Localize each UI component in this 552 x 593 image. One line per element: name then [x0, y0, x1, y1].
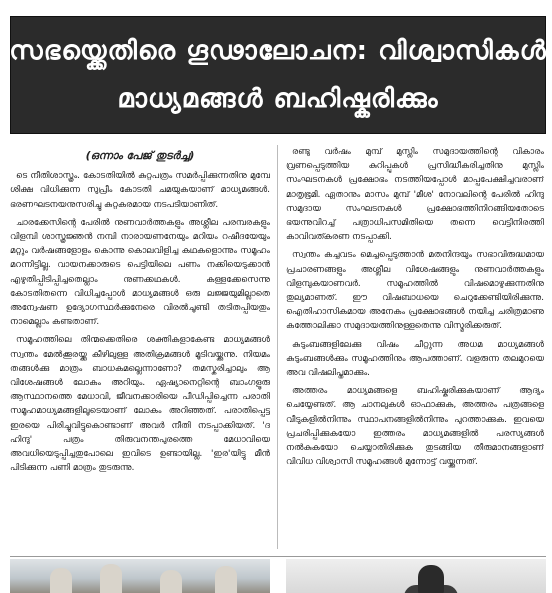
photo-figure: [100, 564, 122, 593]
article-column-right: [286, 145, 544, 549]
headline-banner: [10, 16, 546, 134]
column-divider: [277, 145, 278, 549]
paragraph: രണ്ടു വർഷം മുമ്പ് മുസ്ലിം സമുദായത്തിന്റെ വികാരം വ്രണപ്പെടുത്തിയ കുറിപ്പുകൾ പ്രസിദ്ധീകരിച്ചതിനു മുസ്ലിം സംഘടനകൾ പ്രക്ഷോഭം നടത്തിയപ്പോൾ മാപ്പപേക്ഷിച്ചവരാണ് മാതൃഭൂമി. ഏതാനും മാസം മുമ്പ് 'മീശ' നോവലിന്റെ പേരിൽ ഹിന്ദു സമുദായ സംഘടനകൾ പ്രക്ഷോഭത്തിനിറങ്ങിയതോടെ ഭയന്നുവിറച്ച് പത്രാധിപസമിതിയെ തന്നെ വെട്ടിനിരത്തി കാവിവത്കരണ നടപ്പാക്കി.: [286, 147, 544, 243]
article-column-left: [10, 145, 270, 549]
headline-line-2: മാധ്യമങ്ങൾ ബഹിഷ്കരിക്കും: [117, 84, 439, 114]
continuation-heading: (ഒന്നാം പേജ് തുടർച്ച): [85, 149, 195, 162]
photo-figure: [50, 568, 72, 593]
group-photo: [10, 559, 270, 593]
paragraph: സമൂഹത്തിലെ തിന്മക്കെതിരെ ശക്തികളാകേണ്ട മാധ്യമങ്ങൾ സ്വന്തം മേൽക്കൂരയ്ക്കു കീഴിലുള്ള അതിക്രമങ്ങൾ മൂടിവയ്ക്കുന്നു. നിയമം തങ്ങൾക്കു മാത്രം ബാധകമല്ലെന്നാണോ? തമസ്കരിച്ചാലും ആ വിശേഷങ്ങൾ ലോകം അറിയും. ഏഷ്യാനെറ്റിന്റെ ബാംഗളൂരു ആസ്ഥാനത്തെ മേധാവി, ജീവനക്കാരിയെ പീഡിപ്പിച്ചെന്ന പരാതി സമൂഹമാധ്യമങ്ങളിലൂടെയാണ് ലോകം അറിഞ്ഞത്. പരാതിപ്പെട്ട ഇരയെ പിരിച്ചുവിട്ടുകൊണ്ടാണ് അവർ നീതി നടപ്പാക്കിയത്. 'ദ ഹിന്ദു' പത്രം തിരുവനന്തപുരത്തെ മേധാവിയെ അവധിയെടുപ്പിച്ചതുപോലെ ഇവിടെ ഉണ്ടായില്ല. 'ഇര'യിട്ടു മീൻ പിടിക്കുന്ന പണി മാത്രം തുടരുന്നു.: [10, 335, 270, 474]
headline-line-1: സഭയ്ക്കെതിരെ ഗൂഢാലോചന: വിശ്വാസികൾ: [9, 36, 547, 66]
paragraph: സ്വന്തം കച്ചവടം മെച്ചപ്പെടുത്താൻ മതനിന്ദയും സഭാവിരുദ്ധമായ പ്രചാരണങ്ങളും അശ്ലീല വിശേഷങ്ങളും നുണവാർത്തകളും വിളമ്പുകയാണവർ. സമൂഹത്തിൽ വിഷമൊഴുക്കുന്നതിനു തുല്യമാണത്. ഈ വിഷബാധയെ ചെറുക്കേണ്ടിയിരിക്കുന്നു. ഐതിഹാസികമായ അനേകം പ്രക്ഷോഭങ്ങൾ നയിച്ച ചരിത്രമാണു കത്തോലിക്കാ സമുദായത്തിനുള്ളതെന്നു വിസ്മരിക്കരുത്.: [286, 250, 544, 332]
paragraph: കുടുംബങ്ങളിലേക്കു വിഷം ചീറ്റുന്ന അധമ മാധ്യമങ്ങൾ കുടുംബങ്ങൾക്കും സമൂഹത്തിനും ആപത്താണ്. വളരുന്ന തലമുറയെ അവ വിഷലിപ്തമാക്കും.: [286, 339, 544, 379]
paragraph: ചാരക്കേസിന്റെ പേരിൽ നുണവാർത്തകളും അശ്ലീല പരമ്പരകളും വിളമ്പി ശാസ്ത്രജ്ഞൻ നമ്പി നാരായണനേയും മറിയം റഷീദയേയും മറ്റും വർഷങ്ങളോളം കൊന്നു കൊലവിളിച്ച കഥകളൊന്നും സമൂഹം മറന്നിട്ടില്ല. വായനക്കാരുടെ പെട്ടിയിലെ പണം നക്കിയെടുക്കാൻ എഴുതിപ്പിടിപ്പിച്ചതെല്ലാം നുണക്കഥകൾ. കള്ളക്കേസെന്നു കോടതിതന്നെ വിധിച്ചപ്പോൾ മാധ്യമങ്ങൾ ഒരു ലജ്ജയുമില്ലാതെ അന്വേഷണ ഉദ്യോഗസ്ഥർക്കുനേരെ വിരൽചൂണ്ടി തടിതപ്പിയതും നാമെല്ലാം കണ്ടതാണ്.: [10, 217, 270, 328]
paragraph: അത്തരം മാധ്യമങ്ങളെ ബഹിഷ്കരിക്കുകയാണ് ആദ്യം ചെയ്യേണ്ടത്. ആ ചാനലുകൾ ഓഫാക്കുക, അത്തരം പത്രങ്ങളെ വീടുകളിൽനിന്നും സ്ഥാപനങ്ങളിൽനിന്നും പുറത്താക്കുക. ഇവയെ പ്രചരിപ്പിക്കുകയോ ഇത്തരം മാധ്യമങ്ങളിൽ പരസ്യങ്ങൾ നൽകുകയോ ചെയ്യാതിരിക്കുക തുടങ്ങിയ തീരുമാനങ്ങളാണ് വിവിധ വിശ്വാസി സമൂഹങ്ങൾ മുന്നോട്ട് വയ്ക്കുന്നത്.: [286, 386, 544, 468]
photo-figure: [160, 570, 182, 593]
photo-strip: [10, 556, 546, 593]
photo-figure: [215, 566, 237, 593]
paragraph: ടെ നീതിശാസ്ത്രം. കോടതിയിൽ കുറ്റപത്രം സമർപ്പിക്കുന്നതിനു മുമ്പേ ശിക്ഷ വിധിക്കുന്ന സുപ്രീം കോടതി ചമയുകയാണ് മാധ്യമങ്ങൾ. ഭരണഘടനയനുസരിച്ചു കുറ്റകരമായ നടപടിയാണിത്.: [10, 171, 270, 210]
portrait-photo: [286, 559, 546, 593]
portrait-head: [418, 565, 444, 593]
